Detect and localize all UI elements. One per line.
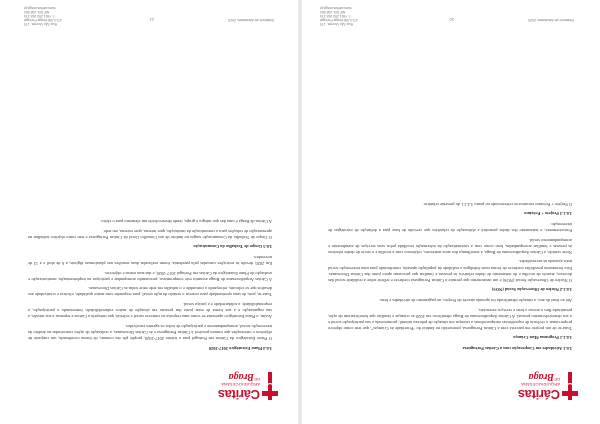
subsection-heading: 3.6.1.3 Projeto + Próximo (524, 210, 572, 216)
paragraph: Posteriormente, o tratamento dos dados permitirá a elaboração de relatórios que servirão de base para a definição de estratégias de intervenção. (328, 222, 572, 234)
paragraph: Assim, o Plano Estratégico apresenta-se como uma resposta ao contexto social e eclesial, que interpela a Cáritas a repensar a sua missão, a sua organização e a sua forma de estar junto das pessoas em situação de maior vulnerabilidade, fomentando a participação, a responsabilidade, a solidariedade e a justiça social. (28, 301, 272, 320)
address-line: www.caritas.braga.pt (24, 5, 56, 10)
logo-name: Cáritas (518, 387, 560, 402)
paragraph: O Grupo de Trabalho da Comunicação surgiu no âmbito de um Conselho Geral da Cáritas Portuguesa e tem como objetivo trabalhar na apresentação de soluções para a comunicação da instituição, quer interna, quer externa, em rede. (28, 228, 272, 240)
left-page-content (328, 197, 572, 354)
address-line: NIF 501 438 564 (24, 9, 50, 14)
address-line: www.caritas.braga.pt (320, 5, 352, 10)
footer-report-title: Relatório de Atividades 2020 (528, 18, 574, 22)
paragraph: Até ao final do ano, a situação identificada foi apoiada através do Projeto, no pagamento de atividades e bens. (379, 297, 572, 303)
paragraph: Neste sentido, a Cáritas Arquidiocesana de Braga, à semelhança dos anos anteriores, colaborou com a recolha e o envio de dados relativos às pessoas e famílias acompanhadas, bem como com a sistematização da informação recolhida pelos seus serviços de atendimento e acompanhamento social. (328, 237, 572, 255)
paragraph: O Núcleo de Observação Social (NOS) é um instrumento que permite à Cáritas Portuguesa conhecer e refletir sobre a realidade social das dioceses, através da recolha e do tratamento de dados relativos às pessoas e famílias que procuram apoio junto das Cáritas Diocesanas. Esta ferramenta possibilita conhecer de forma mais fidedigna a realidade da população apoiada, contribuindo para uma intervenção social mais ajustada às necessidades. (328, 259, 572, 283)
address-line: 4710-336 Braga Portugal (24, 17, 62, 22)
paragraph: A Cáritas de Braga é uma das que integra o grupo, tendo desenvolvido um elemento para o efeito. (100, 219, 272, 224)
address-line: Rua São Vicente, 179 (320, 22, 353, 26)
footer-address (24, 6, 94, 26)
left-page (300, 0, 600, 424)
paragraph: Trata-se de um projeto em parceria com a Cáritas Portuguesa, promovido no âmbito do “Prioridade às Crianças”, que tem como objetivo proporcionar a vivência de experiências enriquecedoras a crianças em situação de pobreza infantil, promovendo a sua participação social e o seu desenvolvimento pessoal. A Cáritas Arquidiocesana de Braga identificou em 2020 as crianças e famílias que beneficiariam da ação, permitindo-lhes o acesso a bens e serviços essenciais. (328, 307, 572, 331)
subsection-heading: 3.6.1.2 Núcleo de Observação Social (NOS) (491, 286, 572, 292)
section-heading: 3.6.4 Plano Estratégico 2017-2020 (208, 346, 272, 351)
address-line: NIF 501 438 564 (320, 9, 346, 14)
paragraph: Em 2020, devido às restrições causadas pela pandemia, foram realizadas duas reuniões nas plataformas digitais, a 6 de abril e a 12 de novembro. (28, 254, 272, 266)
subsection-heading: 3.6.1.1 Programa Mais Criança (513, 334, 572, 340)
subsection-heading: 3.6.5 Grupo de Trabalho da Comunicação (193, 243, 272, 249)
page-number: 21 (149, 17, 154, 22)
address-line: 4710-336 Braga Portugal (320, 17, 358, 22)
paragraph: O Plano Estratégico da Cáritas em Portugal para o triénio 2017-2020, propõe pôr em comum, de forma coordenada, um conjunto de objetivos e orientações que tornem possível à Cáritas Portuguesa e às Cáritas Diocesanas, a realização de ações concertadas no âmbito da intervenção social, acompanhamento e participação de todos os agentes envolvidos. (28, 323, 272, 341)
caritas-logo (220, 362, 278, 402)
logo-city: Braga (528, 371, 554, 382)
caritas-cross-icon (262, 372, 278, 400)
right-page-content (28, 214, 272, 354)
logo-name: Cáritas (218, 387, 260, 402)
logo-subtitle: ARQUIDIOCESANA DE (221, 377, 260, 387)
caritas-cross-icon (562, 372, 578, 400)
logo-city: Braga (228, 371, 254, 382)
footer-report-title: Relatório de Atividades 2020 (228, 18, 274, 22)
paragraph: A Cáritas Arquidiocesana de Braga assumiu este compromisso, procurando acompanhar e participar na implementação, monitorização e avaliação do Plano Estratégico da Cáritas em Portugal 2017-2020, e das suas metas e objetivos. (28, 270, 272, 282)
page-number: 20 (449, 17, 454, 22)
caritas-logo (520, 362, 578, 402)
address-line: T. +351 253 263 376 (24, 13, 56, 18)
address-line: T. +351 253 263 376 (320, 13, 352, 18)
logo-subtitle: ARQUIDIOCESANA DE (521, 377, 560, 387)
paragraph: O Projeto + Próximo encontra-se referenciado no ponto 3.4.2.1 do presente relatório. (422, 201, 572, 207)
address-line: Rua São Vicente, 179 (24, 22, 57, 26)
paragraph: Trata-se, pois, de uma oportunidade para renovar o sentido da ação social, para responder com maior qualidade, eficácia e criatividade aos desafios que se colocam, reforçando a comunhão e o trabalho em rede entre todas as Cáritas Diocesanas. (28, 286, 272, 298)
footer-address (320, 6, 390, 26)
section-heading: 3.6.1 Atividades em Cooperação com a Cáritas Portuguesa (462, 346, 572, 351)
